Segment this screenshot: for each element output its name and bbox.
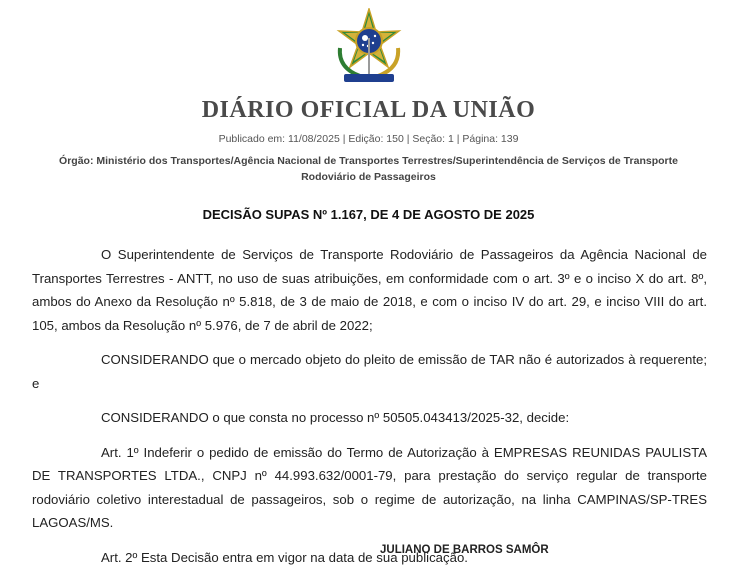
paragraph-article-1: Art. 1º Indeferir o pedido de emissão do Termo de Autorização à EMPRESAS REUNIDAS PAULISTA DE TRANSPORTES LTDA., CNPJ nº 44.993.632/0001-79, para prestação do serviço regular de transporte rodoviário coletivo interestadual de passageiros, sob o regime de autorização, na linha CAMPINAS/SP-TRES LAGOAS/MS. bbox=[32, 444, 707, 530]
document-body bbox=[32, 243, 707, 580]
document-heading: DECISÃO SUPAS Nº 1.167, DE 4 DE AGOSTO DE 2025 bbox=[202, 207, 535, 222]
orgao-label: Órgão: bbox=[59, 155, 94, 167]
paragraph-considerando-1: CONSIDERANDO que o mercado objeto do pleito de emissão de TAR não é autorizados à requerente; e bbox=[32, 352, 707, 391]
paragraph-considerando-2: CONSIDERANDO o que consta no processo nº 50505.043413/2025-32, decide: bbox=[101, 410, 570, 425]
paragraph-article-2: Art. 2º Esta Decisão entra em vigor na data de sua publicação. bbox=[101, 549, 468, 565]
paragraph-preamble: O Superintendente de Serviços de Transporte Rodoviário de Passageiros da Agência Nacional de Transportes Terrestres - ANTT, no uso de suas atribuições, em conformidade com o art. 3º e o inciso X do art. 8º, ambos do Anexo da Resolução nº 5.818, de 3 de maio de 2018, e com o inciso IV do art. 29, e inciso VIII do art. 105, ambos da Resolução nº 5.976, de 7 de abril de 2022; bbox=[32, 247, 707, 333]
orgao-value: Ministério dos Transportes/Agência Nacional de Transportes Terrestres/Superintendência de Serviços de Transporte Rodoviário de Passageiros bbox=[96, 155, 678, 183]
publication-title: DIÁRIO OFICIAL DA UNIÃO bbox=[201, 97, 536, 123]
publication-metadata: Publicado em: 11/08/2025 | Edição: 150 | Seção: 1 | Página: 139 bbox=[218, 133, 519, 145]
coat-of-arms-emblem bbox=[330, 8, 408, 88]
orgao-line bbox=[40, 153, 697, 185]
signer-name: JULIANO DE BARROS SAMÔR bbox=[380, 544, 549, 556]
